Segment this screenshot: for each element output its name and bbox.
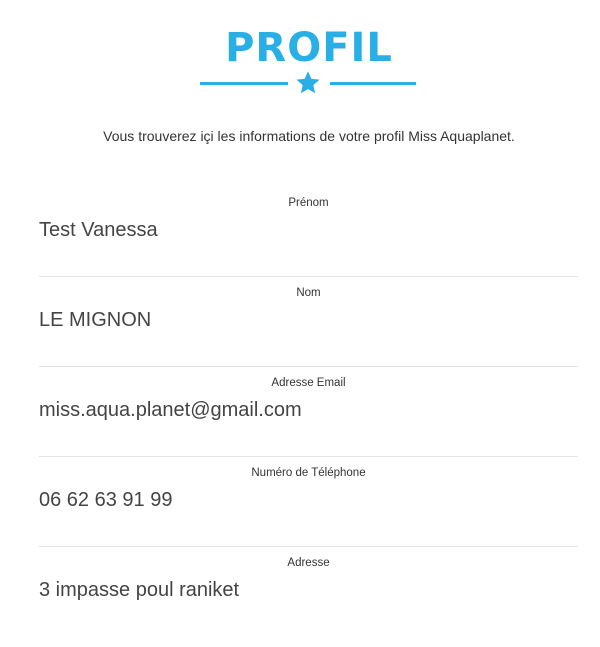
phone-value: 06 62 63 91 99 bbox=[39, 489, 173, 511]
field-divider bbox=[39, 276, 578, 277]
last-name-field bbox=[39, 287, 578, 377]
page-title: PROFIL bbox=[225, 24, 393, 71]
first-name-value: Test Vanessa bbox=[39, 219, 158, 241]
address-value: 3 impasse poul raniket bbox=[39, 579, 240, 601]
field-divider bbox=[39, 546, 578, 547]
divider-line-right bbox=[330, 82, 416, 85]
last-name-label: Nom bbox=[296, 287, 321, 299]
email-value: miss.aqua.planet@gmail.com bbox=[39, 399, 302, 421]
email-label: Adresse Email bbox=[271, 377, 346, 389]
address-field bbox=[39, 557, 578, 647]
last-name-value: LE MIGNON bbox=[39, 309, 152, 331]
phone-label: Numéro de Téléphone bbox=[251, 467, 366, 479]
address-label: Adresse bbox=[287, 557, 330, 569]
title-divider bbox=[200, 70, 416, 96]
phone-field bbox=[39, 467, 578, 557]
first-name-label: Prénom bbox=[288, 197, 329, 209]
star-icon bbox=[295, 70, 321, 96]
field-divider bbox=[39, 366, 578, 367]
field-divider bbox=[39, 456, 578, 457]
intro-text: Vous trouverez içi les informations de votre profil Miss Aquaplanet. bbox=[103, 128, 515, 144]
email-field bbox=[39, 377, 578, 467]
divider-line-left bbox=[200, 82, 288, 85]
first-name-field bbox=[39, 197, 578, 287]
